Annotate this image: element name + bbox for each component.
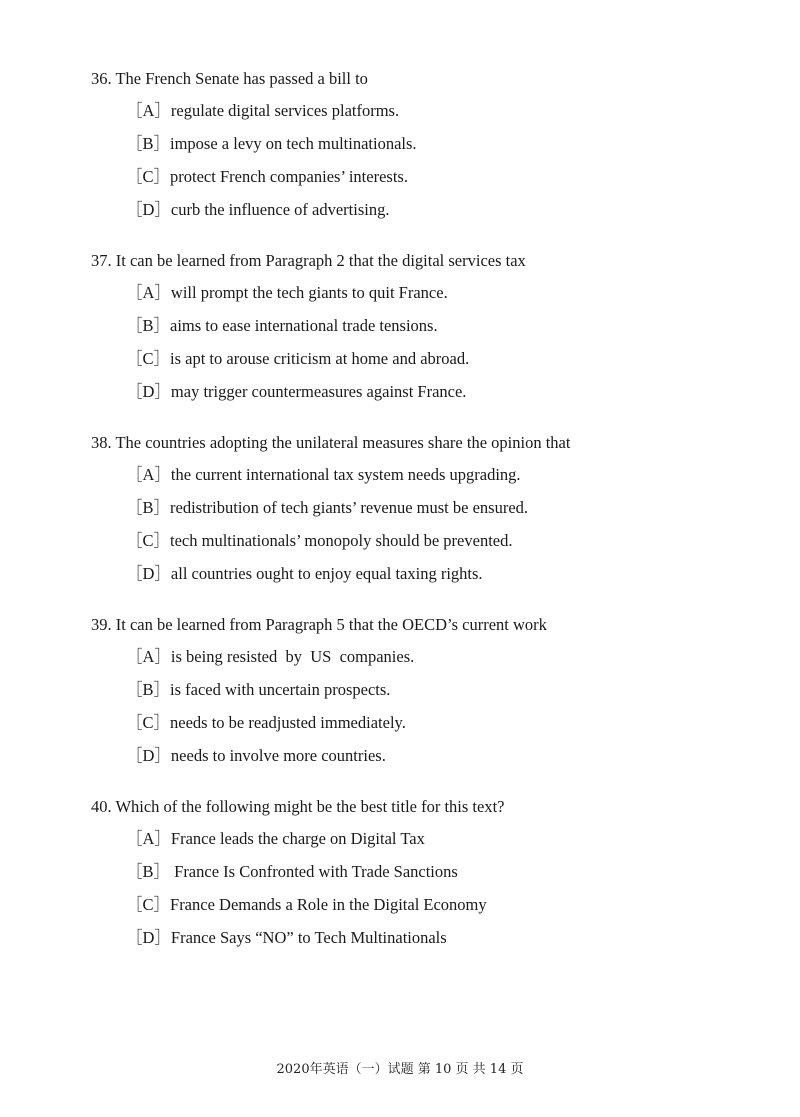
option-label: ［C］ xyxy=(126,713,171,732)
option-a xyxy=(126,828,425,850)
option-label: ［B］ xyxy=(126,862,171,881)
option-label: ［D］ xyxy=(126,382,171,401)
question-stem: 40. Which of the following might be the best title for this text? xyxy=(91,797,505,816)
option-label: ［A］ xyxy=(126,829,171,848)
option-label: ［D］ xyxy=(126,928,171,947)
option-label: ［C］ xyxy=(126,349,171,368)
option-label: ［D］ xyxy=(126,200,171,219)
option-text: regulate digital services platforms. xyxy=(170,101,400,120)
option-text: is being resisted by US companies. xyxy=(170,647,415,666)
option-text: is apt to arouse criticism at home and abroad. xyxy=(170,349,470,368)
option-label: ［A］ xyxy=(126,101,171,120)
option-c xyxy=(126,530,512,552)
option-d xyxy=(126,381,466,403)
option-label: ［B］ xyxy=(126,134,171,153)
option-label: ［A］ xyxy=(126,465,171,484)
option-d xyxy=(126,199,389,221)
option-c xyxy=(126,894,487,916)
page-footer: 2020年英语（一）试题 第 10 页 共 14 页 xyxy=(276,1062,524,1077)
option-a xyxy=(126,282,448,304)
option-text: redistribution of tech giants’ revenue must be ensured. xyxy=(170,498,529,517)
option-text: France leads the charge on Digital Tax xyxy=(170,829,425,848)
option-text: France Demands a Role in the Digital Economy xyxy=(170,895,487,914)
option-d xyxy=(126,563,483,585)
option-a xyxy=(126,100,399,122)
option-a xyxy=(126,646,414,668)
option-text: aims to ease international trade tensions. xyxy=(170,316,438,335)
option-text: all countries ought to enjoy equal taxing rights. xyxy=(170,564,483,583)
option-b xyxy=(126,679,390,701)
option-b xyxy=(126,497,528,519)
question-stem: 36. The French Senate has passed a bill to xyxy=(91,69,368,88)
option-text: impose a levy on tech multinationals. xyxy=(170,134,417,153)
option-label: ［C］ xyxy=(126,531,171,550)
option-d xyxy=(126,927,447,949)
option-b xyxy=(126,133,417,155)
option-label: ［C］ xyxy=(126,895,171,914)
question-stem: 37. It can be learned from Paragraph 2 that the digital services tax xyxy=(91,251,526,270)
option-text: will prompt the tech giants to quit France. xyxy=(170,283,448,302)
option-text: tech multinationals’ monopoly should be prevented. xyxy=(170,531,513,550)
option-c xyxy=(126,166,408,188)
option-text: needs to involve more countries. xyxy=(170,746,386,765)
option-c xyxy=(126,348,469,370)
option-c xyxy=(126,712,406,734)
option-text: needs to be readjusted immediately. xyxy=(170,713,406,732)
option-label: ［B］ xyxy=(126,498,171,517)
option-label: ［C］ xyxy=(126,167,171,186)
option-label: ［D］ xyxy=(126,746,171,765)
option-text: the current international tax system needs upgrading. xyxy=(170,465,521,484)
option-text: may trigger countermeasures against France. xyxy=(170,382,467,401)
option-b xyxy=(126,315,438,337)
option-text: is faced with uncertain prospects. xyxy=(170,680,391,699)
option-text: France Is Confronted with Trade Sanctions xyxy=(170,862,458,881)
option-text: curb the influence of advertising. xyxy=(170,200,390,219)
option-d xyxy=(126,745,386,767)
option-text: protect French companies’ interests. xyxy=(170,167,408,186)
option-label: ［A］ xyxy=(126,283,171,302)
option-b xyxy=(126,861,458,883)
question-stem: 38. The countries adopting the unilateral measures share the opinion that xyxy=(91,433,571,452)
option-text: France Says “NO” to Tech Multinationals xyxy=(170,928,447,947)
option-label: ［D］ xyxy=(126,564,171,583)
option-label: ［B］ xyxy=(126,680,171,699)
option-a xyxy=(126,464,521,486)
question-stem: 39. It can be learned from Paragraph 5 that the OECD’s current work xyxy=(91,615,547,634)
option-label: ［B］ xyxy=(126,316,171,335)
option-label: ［A］ xyxy=(126,647,171,666)
